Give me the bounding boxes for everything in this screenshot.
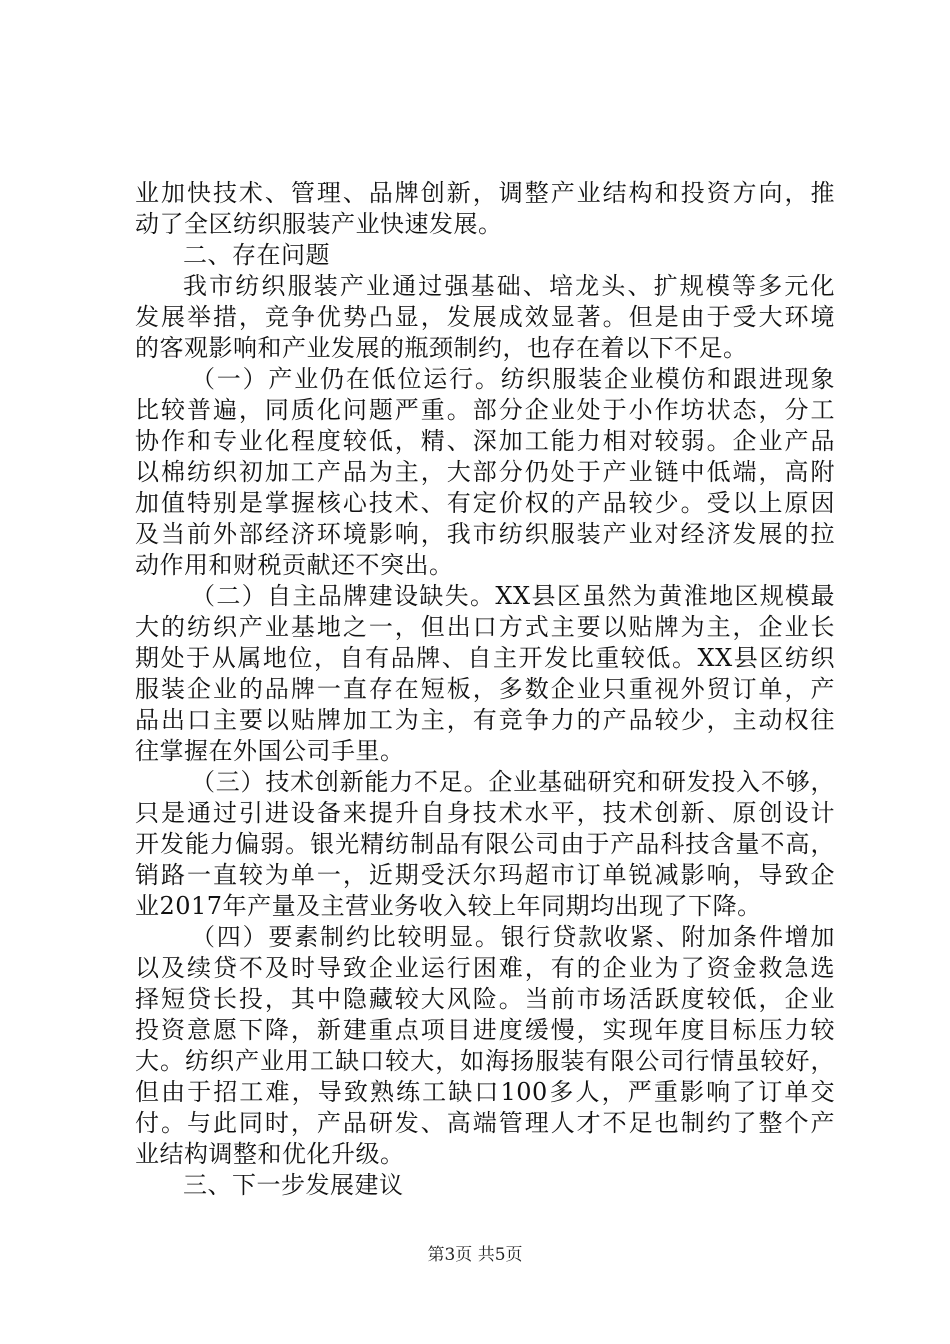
text-line: 往掌握在外国公司手里。 [135,737,405,765]
text-line: 加值特别是掌握核心技术、有定价权的产品较少。受以上原因 [135,489,835,517]
text-line: 但由于招工难，导致熟练工缺口100多人，严重影响了订单交 [135,1078,835,1106]
text-line: （三）技术创新能力不足。企业基础研究和研发投入不够， [191,768,835,796]
text-line: 付。与此同时，产品研发、高端管理人才不足也制约了整个产 [135,1109,835,1137]
text-line: 择短贷长投，其中隐藏较大风险。当前市场活跃度较低，企业 [135,985,835,1013]
text-line: 二、存在问题 [183,241,330,269]
text-line: 大。纺织产业用工缺口较大，如海扬服装有限公司行情虽较好， [135,1047,835,1075]
document-body [135,178,835,1201]
text-line: 销路一直较为单一，近期受沃尔玛超市订单锐减影响，导致企 [135,861,835,889]
text-line: 动作用和财税贡献还不突出。 [135,551,454,579]
text-line: 以棉纺织初加工产品为主，大部分仍处于产业链中低端，高附 [135,458,835,486]
text-line: 业结构调整和优化升级。 [135,1140,405,1168]
page-footer: 第3页 共5页 [427,1245,523,1265]
text-line: 业2017年产量及主营业务收入较上年同期均出现了下降。 [135,892,762,920]
text-line: 期处于从属地位，自有品牌、自主开发比重较低。XX县区纺织 [135,644,835,672]
text-line: （一）产业仍在低位运行。纺织服装企业模仿和跟进现象 [191,365,835,393]
text-line: 比较普遍，同质化问题严重。部分企业处于小作坊状态，分工 [135,396,835,424]
text-line: 协作和专业化程度较低，精、深加工能力相对较弱。企业产品 [135,427,835,455]
text-line: 业加快技术、管理、品牌创新，调整产业结构和投资方向，推 [135,179,835,207]
text-line: 我市纺织服装产业通过强基础、培龙头、扩规模等多元化 [183,272,835,300]
text-line: 以及续贷不及时导致企业运行困难，有的企业为了资金救急选 [135,954,835,982]
text-line: 发展举措，竞争优势凸显，发展成效显著。但是由于受大环境 [135,303,835,331]
text-line: 及当前外部经济环境影响，我市纺织服装产业对经济发展的拉 [135,520,835,548]
text-line: 三、下一步发展建议 [183,1171,404,1199]
text-line: （四）要素制约比较明显。银行贷款收紧、附加条件增加 [191,923,835,951]
text-line: 品出口主要以贴牌加工为主，有竞争力的产品较少，主动权往 [135,706,835,734]
text-line: 开发能力偏弱。银光精纺制品有限公司由于产品科技含量不高， [135,830,835,858]
text-line: 大的纺织产业基地之一，但出口方式主要以贴牌为主，企业长 [135,613,835,641]
text-line: 只是通过引进设备来提升自身技术水平，技术创新、原创设计 [135,799,835,827]
text-line: 的客观影响和产业发展的瓶颈制约，也存在着以下不足。 [135,334,748,362]
text-line: 投资意愿下降，新建重点项目进度缓慢，实现年度目标压力较 [135,1016,835,1044]
text-line: 服装企业的品牌一直存在短板，多数企业只重视外贸订单，产 [135,675,835,703]
text-line: （二）自主品牌建设缺失。XX县区虽然为黄淮地区规模最 [191,582,835,610]
text-line: 动了全区纺织服装产业快速发展。 [135,210,503,238]
